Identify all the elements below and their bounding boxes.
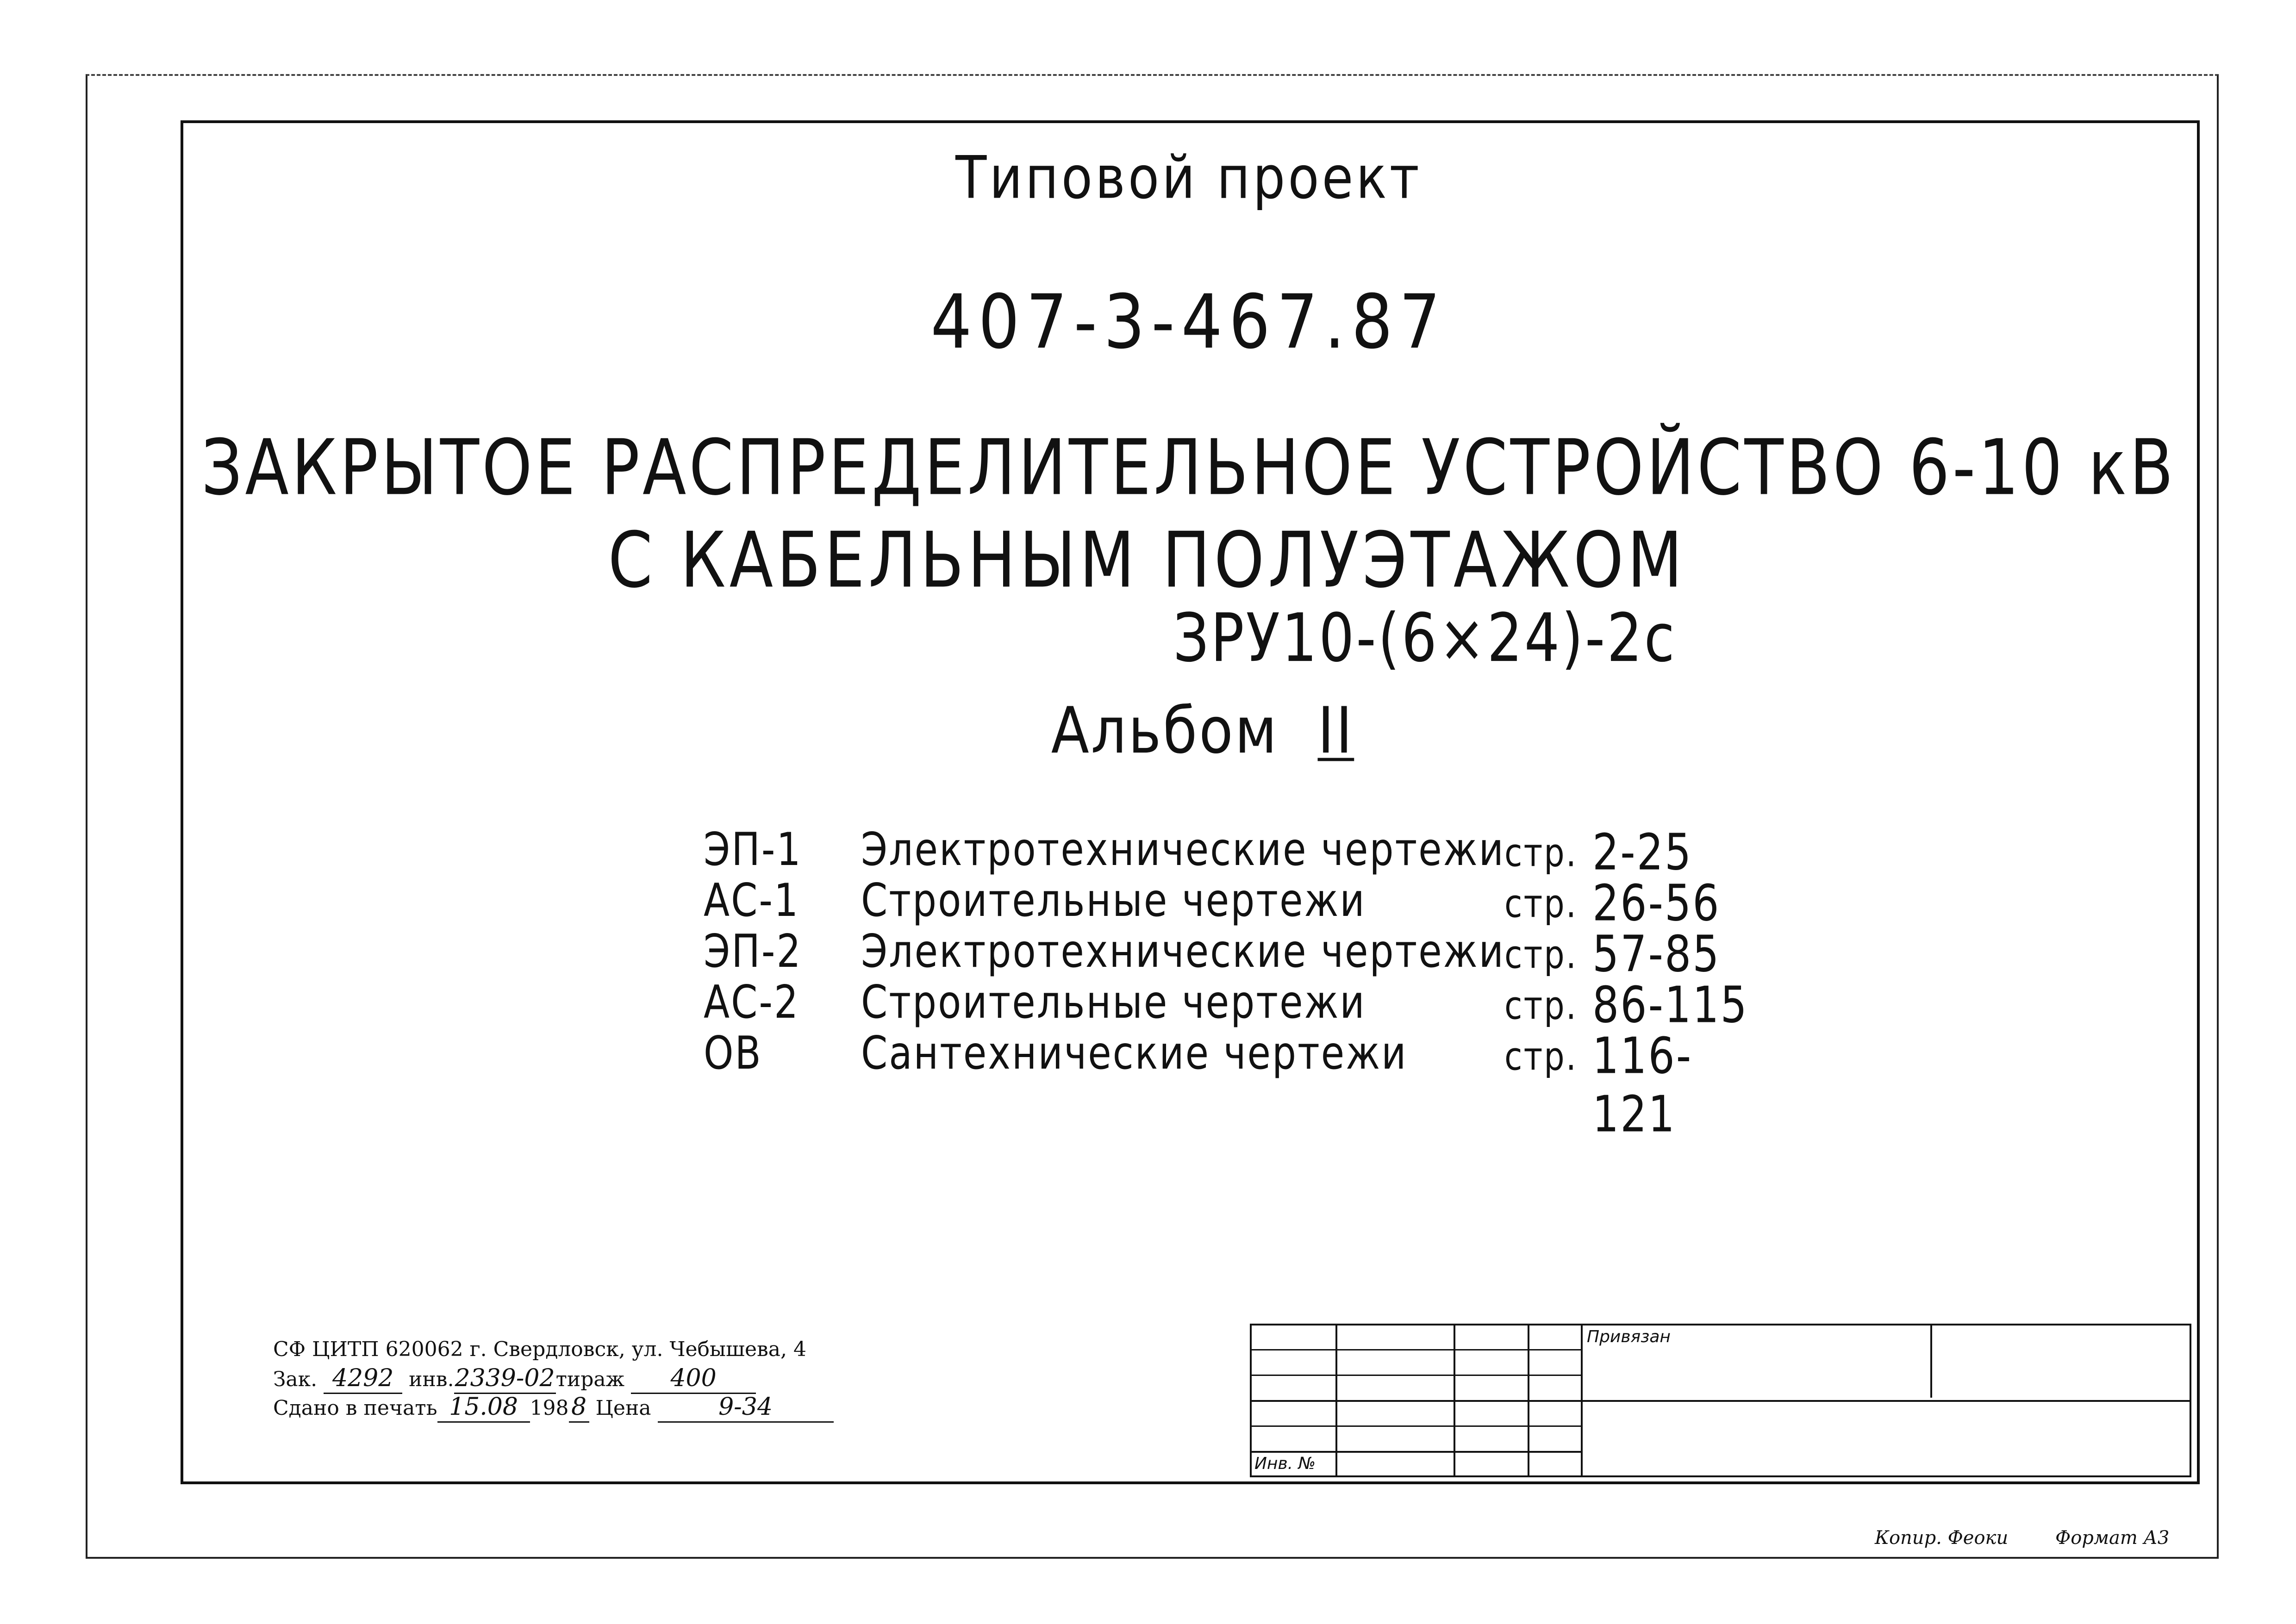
year-suffix: 8 [569, 1393, 589, 1423]
stamp-line [1250, 1375, 1581, 1376]
submitted-line [273, 1393, 834, 1421]
contents-row [704, 1027, 1768, 1144]
submitted-label: Сдано в печать [273, 1396, 437, 1420]
attached-label: Привязан [1587, 1327, 1671, 1346]
album-label: Альбом [1051, 694, 1279, 768]
page-label: стр. [1504, 1033, 1578, 1079]
page-range: 86-115 [1592, 976, 1748, 1034]
section-code: ЭП-2 [704, 925, 802, 978]
order-label: Зак. [273, 1368, 318, 1391]
printer-imprint [273, 1335, 834, 1421]
page-range: 116-121 [1592, 1027, 1693, 1144]
page-label: стр. [1504, 881, 1578, 927]
price-label: Цена [595, 1396, 651, 1420]
title-line-2: С КАБЕЛЬНЫМ ПОЛУЭТАЖОМ [608, 515, 1686, 605]
run-count: 400 [631, 1364, 756, 1394]
contents-list [704, 823, 1768, 1144]
page-label: стр. [1504, 830, 1578, 876]
submitted-date: 15.08 [437, 1393, 530, 1423]
order-number: 4292 [324, 1364, 402, 1394]
stamp-line [1250, 1349, 1581, 1350]
section-title: Электротехнические чертежи [861, 925, 1505, 978]
project-type: Типовой проект [955, 143, 1422, 212]
price-value: 9-34 [658, 1393, 834, 1423]
stamp-line [1250, 1324, 2191, 1325]
stamp-line [1930, 1324, 1932, 1398]
copied-by-note: Копир. Феоки [1875, 1527, 2009, 1549]
stamp-line [1250, 1400, 2191, 1402]
section-title: Сантехнические чертежи [861, 1027, 1408, 1080]
run-label: тираж [555, 1368, 625, 1391]
page-range: 26-56 [1592, 874, 1721, 933]
section-title: Строительные чертежи [861, 874, 1366, 927]
title-line-1: ЗАКРЫТОЕ РАСПРЕДЕЛИТЕЛЬНОЕ УСТРОЙСТВО 6-10 кВ [201, 423, 2177, 513]
stamp-line [1250, 1451, 1581, 1453]
order-line [273, 1364, 834, 1393]
section-code: АС-1 [704, 874, 800, 927]
project-number: 407-3-467.87 [930, 279, 1447, 366]
page-range: 2-25 [1592, 823, 1693, 882]
inventory-number-label: Инв. № [1254, 1454, 1316, 1473]
page-range: 57-85 [1592, 925, 1721, 983]
section-title: Электротехнические чертежи [861, 823, 1505, 876]
title-code: ЗРУ10-(6×24)-2с [1173, 600, 1677, 677]
section-code: ОВ [704, 1027, 762, 1080]
section-code: АС-2 [704, 976, 800, 1029]
page-label: стр. [1504, 932, 1578, 977]
inv-label: инв. [409, 1368, 454, 1391]
format-note: Формат А3 [2055, 1527, 2170, 1549]
section-title: Строительные чертежи [861, 976, 1366, 1029]
stamp-line [1250, 1475, 2191, 1477]
title-block-stamp [1250, 1324, 2191, 1477]
year-prefix: 198 [530, 1396, 569, 1420]
section-code: ЭП-1 [704, 823, 802, 876]
stamp-line [1250, 1425, 1581, 1427]
inv-number: 2339-02 [454, 1364, 556, 1394]
printer-address: СФ ЦИТП 620062 г. Свердловск, ул. Чебышева, 4 [273, 1338, 806, 1361]
album-heading [194, 694, 2211, 768]
album-number: II [1317, 694, 1354, 768]
page-label: стр. [1504, 983, 1578, 1028]
